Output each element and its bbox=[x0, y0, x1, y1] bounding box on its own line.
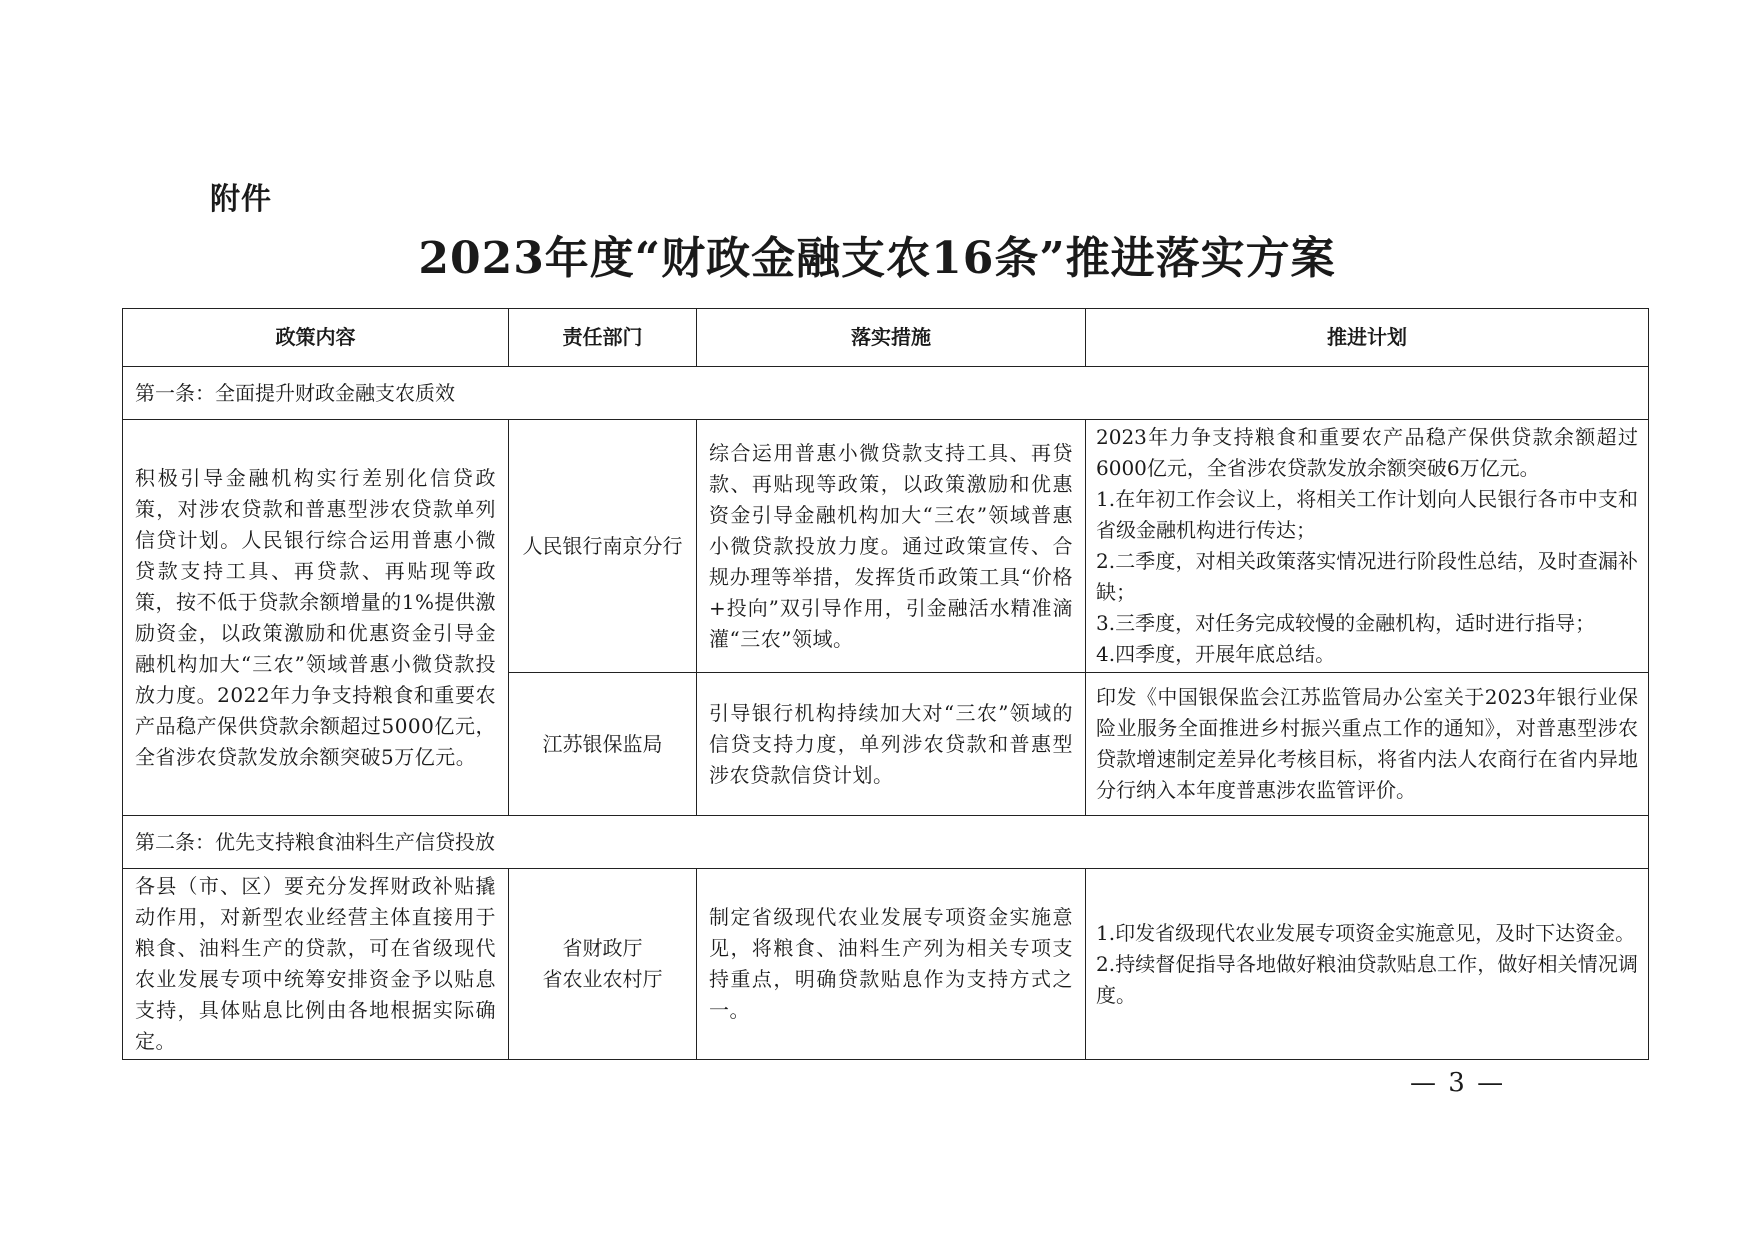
department-cell bbox=[509, 869, 697, 1060]
policy-content-cell: 积极引导金融机构实行差别化信贷政策，对涉农贷款和普惠型涉农贷款单列信贷计划。人民银行综合运用普惠小微贷款支持工具、再贷款、再贴现等政策，按不低于贷款余额增量的1%提供激励资金，以政策激励和优惠资金引导金融机构加大“三农”领域普惠小微贷款投放力度。2022年力争支持粮食和重要农产品稳产保供贷款余额超过5000亿元，全省涉农贷款发放余额突破5万亿元。 bbox=[123, 420, 509, 816]
plan-cell bbox=[1086, 673, 1649, 816]
policy-content-cell: 各县（市、区）要充分发挥财政补贴撬动作用，对新型农业经营主体直接用于粮食、油料生产的贷款，可在省级现代农业发展专项中统筹安排资金予以贴息支持，具体贴息比例由各地根据实际确定。 bbox=[123, 869, 509, 1060]
measure-cell: 综合运用普惠小微贷款支持工具、再贷款、再贴现等政策，以政策激励和优惠资金引导金融机构加大“三农”领域普惠小微贷款投放力度。通过政策宣传、合规办理等举措，发挥货币政策工具“价格+投向”双引导作用，引金融活水精准滴灌“三农”领域。 bbox=[697, 420, 1086, 673]
section-heading-row bbox=[123, 816, 1649, 869]
section-heading-row bbox=[123, 367, 1649, 420]
table-header-row bbox=[123, 309, 1649, 367]
plan-line: 4.四季度，开展年底总结。 bbox=[1096, 642, 1336, 666]
department-cell bbox=[509, 420, 697, 673]
plan-line: 1.在年初工作会议上，将相关工作计划向人民银行各市中支和省级金融机构进行传达； bbox=[1096, 487, 1638, 542]
document-title: 2023年度“财政金融支农16条”推进落实方案 bbox=[418, 233, 1336, 284]
column-header-plan: 推进计划 bbox=[1086, 309, 1649, 367]
implementation-plan-table bbox=[122, 308, 1649, 1060]
table-row bbox=[123, 869, 1649, 1060]
department-cell bbox=[509, 673, 697, 816]
department-name: 江苏银保监局 bbox=[542, 731, 663, 756]
measure-cell: 制定省级现代农业发展专项资金实施意见，将粮食、油料生产列为相关专项支持重点，明确贷款贴息作为支持方式之一。 bbox=[697, 869, 1086, 1060]
table-row bbox=[123, 420, 1649, 673]
section-heading: 第二条：优先支持粮食油料生产信贷投放 bbox=[123, 816, 1649, 869]
plan-cell bbox=[1086, 420, 1649, 673]
column-header-measures: 落实措施 bbox=[697, 309, 1086, 367]
measure-cell: 引导银行机构持续加大对“三农”领域的信贷支持力度，单列涉农贷款和普惠型涉农贷款信贷计划。 bbox=[697, 673, 1086, 816]
department-name: 省财政厅 bbox=[562, 936, 643, 960]
department-name: 省农业农村厅 bbox=[542, 967, 663, 991]
department-name: 人民银行南京分行 bbox=[522, 533, 683, 558]
section-heading: 第一条：全面提升财政金融支农质效 bbox=[123, 367, 1649, 420]
page-number: — 3 — bbox=[1410, 1068, 1506, 1098]
plan-line: 印发《中国银保监会江苏监管局办公室关于2023年银行业保险业服务全面推进乡村振兴重点工作的通知》，对普惠型涉农贷款增速制定差异化考核目标，将省内法人农商行在省内异地分行纳入本年度普惠涉农监管评价。 bbox=[1096, 685, 1638, 802]
plan-line: 3.三季度，对任务完成较慢的金融机构，适时进行指导； bbox=[1096, 611, 1596, 635]
plan-cell bbox=[1086, 869, 1649, 1060]
column-header-policy: 政策内容 bbox=[123, 309, 509, 367]
plan-line: 2.持续督促指导各地做好粮油贷款贴息工作，做好相关情况调度。 bbox=[1096, 951, 1638, 1007]
column-header-department: 责任部门 bbox=[509, 309, 697, 367]
plan-line: 1.印发省级现代农业发展专项资金实施意见，及时下达资金。 bbox=[1096, 920, 1636, 945]
attachment-label: 附件 bbox=[210, 182, 272, 217]
plan-line: 2.二季度，对相关政策落实情况进行阶段性总结，及时查漏补缺； bbox=[1096, 549, 1638, 604]
plan-line: 2023年力争支持粮食和重要农产品稳产保供贷款余额超过6000亿元，全省涉农贷款发放余额突破6万亿元。 bbox=[1096, 425, 1638, 480]
